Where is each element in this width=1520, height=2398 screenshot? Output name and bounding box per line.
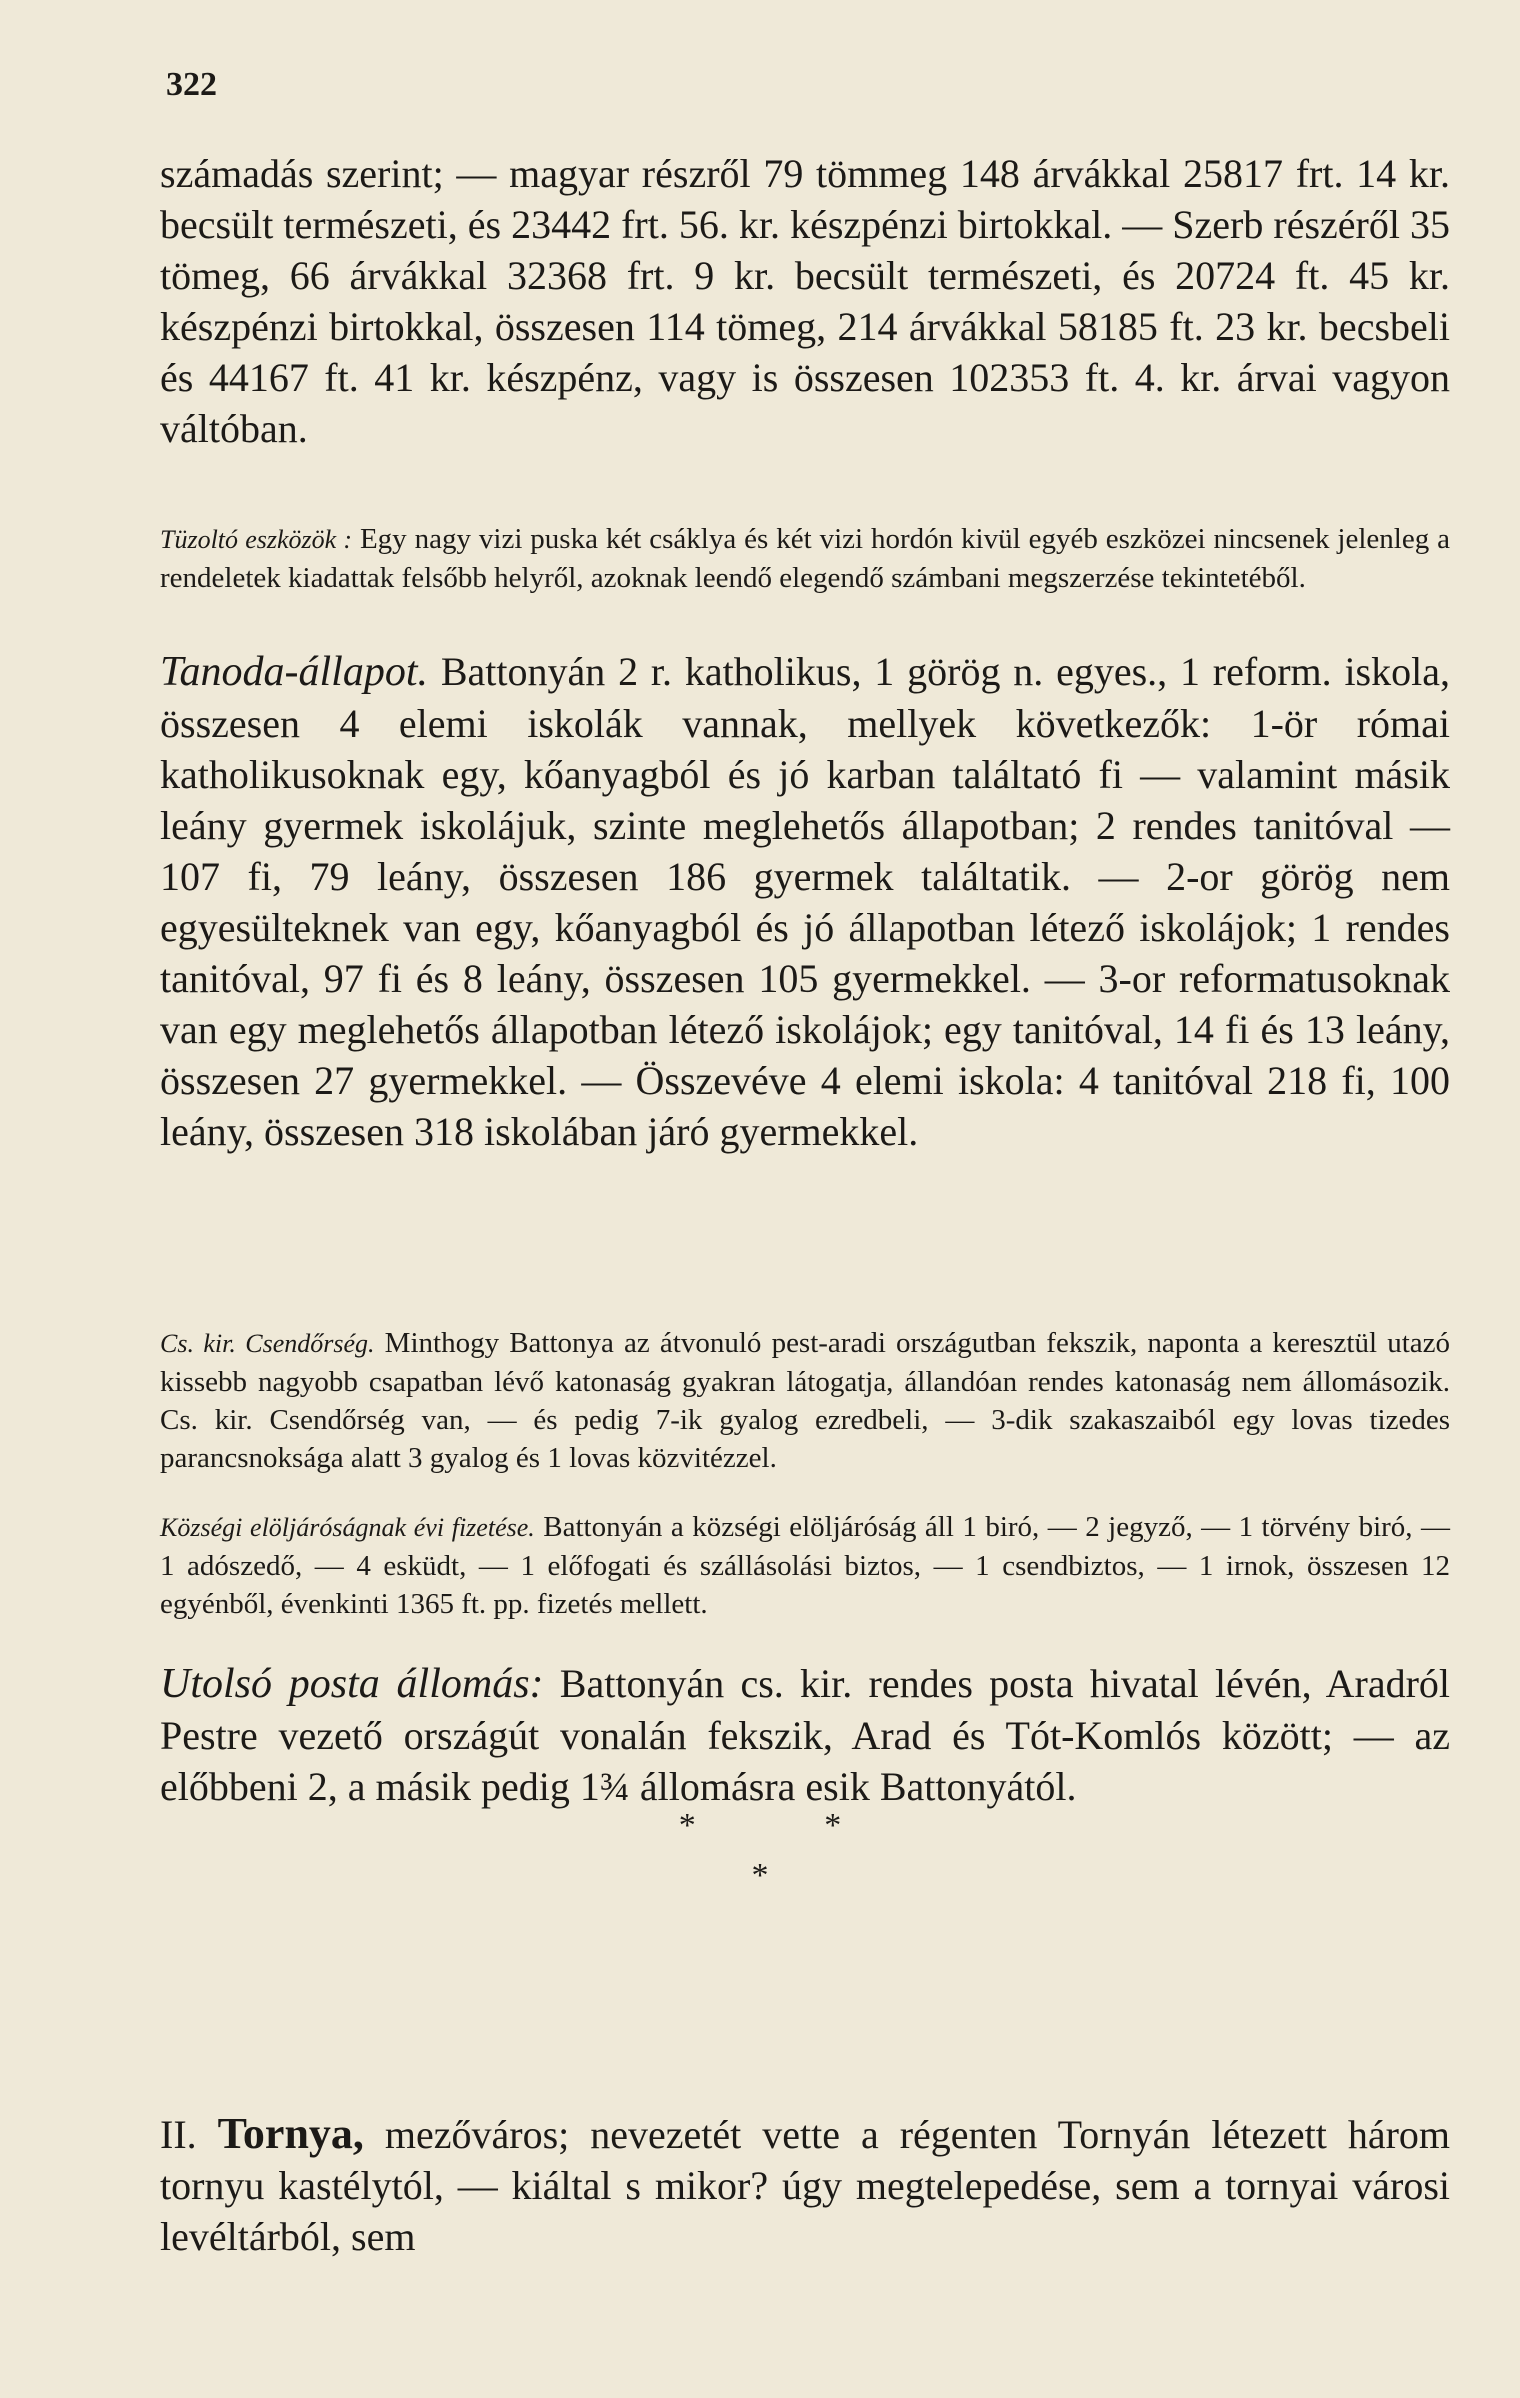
school-status-heading: Tanoda-állapot.: [160, 649, 428, 695]
section-numeral: II.: [160, 2112, 197, 2157]
fire-equipment-text: Egy nagy vizi puska két csáklya és két vizi hordón kivül egyéb eszközei nincsenek jelenleg a rendeletek kiadattak felsőbb helyről, azoknak leendő elegendő számbani megszerzése tekintetéből.: [160, 523, 1450, 594]
gendarmerie-text: Minthogy Battonya az átvonuló pest-aradi országutban fekszik, naponta a keresztül utazó kissebb nagyobb csapatban lévő katonaság gyakran látogatja, állandóan rendes katonaság nem állomásozik. Cs. kir. Csendőrség van, — és pedig 7-ik gyalog ezredbeli, — 3-dik szakaszaiból egy lovas tizedes parancsnoksága alatt 3 gyalog és 1 lovas közvitézzel.: [160, 1327, 1450, 1474]
page-number: 322: [166, 66, 217, 103]
paragraph-school-status: [160, 646, 1450, 1157]
school-status-text: Battonyán 2 r. katholikus, 1 görög n. egyes., 1 reform. iskola, összesen 4 elemi iskolák vannak, mellyek következők: 1-ör római katholikusoknak egy, kőanyagból és jó karban találtató fi — valamint másik leány gyermek iskolájuk, szinte meglehetős állapotban; 2 rendes tanitóval — 107 fi, 79 leány, összesen 186 gyermek találtatik. — 2-or görög nem egyesülteknek van egy, kőanyagból és jó állapotban létező iskolájok; 1 rendes tanitóval, 97 fi és 8 leány, összesen 105 gyermekkel. — 3-or reformatusoknak van egy meglehetős állapotban létező iskolájok; egy tanitóval, 14 fi és 13 leány, összesen 27 gyermekkel. — Összevéve 4 elemi iskola: 4 tanitóval 218 fi, 100 leány, összesen 318 iskolában járó gyermekkel.: [160, 649, 1450, 1154]
paragraph-fire-equipment: [160, 520, 1450, 597]
fire-equipment-heading: Tüzoltó eszközök :: [160, 525, 353, 554]
section-divider-stars-bottom: *: [751, 1857, 769, 1894]
paragraph-council-salary: [160, 1508, 1450, 1623]
council-salary-text: Battonyán a községi elöljáróság áll 1 biró, — 2 jegyző, — 1 törvény biró, — 1 adószedő, — 4 esküdt, — 1 előfogati és szállásolási biztos, — 1 csendbiztos, — 1 irnok, összesen 12 egyénből, évenkinti 1365 ft. pp. fizetés mellett.: [160, 1511, 1451, 1620]
paragraph-gendarmerie: [160, 1324, 1450, 1477]
paragraph-accounts: [160, 148, 1450, 454]
paragraph-post-station: [160, 1658, 1450, 1812]
section-divider-stars-top: * *: [678, 1807, 902, 1844]
section-title-tornya: Tornya,: [217, 2109, 364, 2158]
paragraph-tornya: [160, 2108, 1450, 2262]
paragraph-accounts-text: számadás szerint; — magyar részről 79 tömmeg 148 árvákkal 25817 frt. 14 kr. becsült természeti, és 23442 frt. 56. kr. készpénzi birtokkal. — Szerb részéről 35 tömeg, 66 árvákkal 32368 frt. 9 kr. becsült természeti, és 20724 ft. 45 kr. készpénzi birtokkal, összesen 114 tömeg, 214 árvákkal 58185 ft. 23 kr. becsbeli és 44167 ft. 41 kr. készpénz, vagy is összesen 102353 ft. 4. kr. árvai vagyon váltóban.: [160, 151, 1450, 451]
post-station-heading: Utolsó posta állomás:: [160, 1661, 544, 1707]
council-salary-heading: Községi elöljáróságnak évi fizetése.: [160, 1513, 535, 1542]
post-station-text: Battonyán cs. kir. rendes posta hivatal lévén, Aradról Pestre vezető országút vonalán fekszik, Arad és Tót-Komlós között; — az előbbeni 2, a másik pedig 1¾ állomásra esik Battonyától.: [160, 1661, 1451, 1809]
gendarmerie-heading: Cs. kir. Csendőrség.: [160, 1329, 375, 1358]
tornya-text: mezőváros; nevezetét vette a régenten Tornyán létezett három tornyu kastélytól, — kiáltal s mikor? úgy megtelepedése, sem a tornyai városi levéltárból, sem: [160, 2112, 1451, 2259]
